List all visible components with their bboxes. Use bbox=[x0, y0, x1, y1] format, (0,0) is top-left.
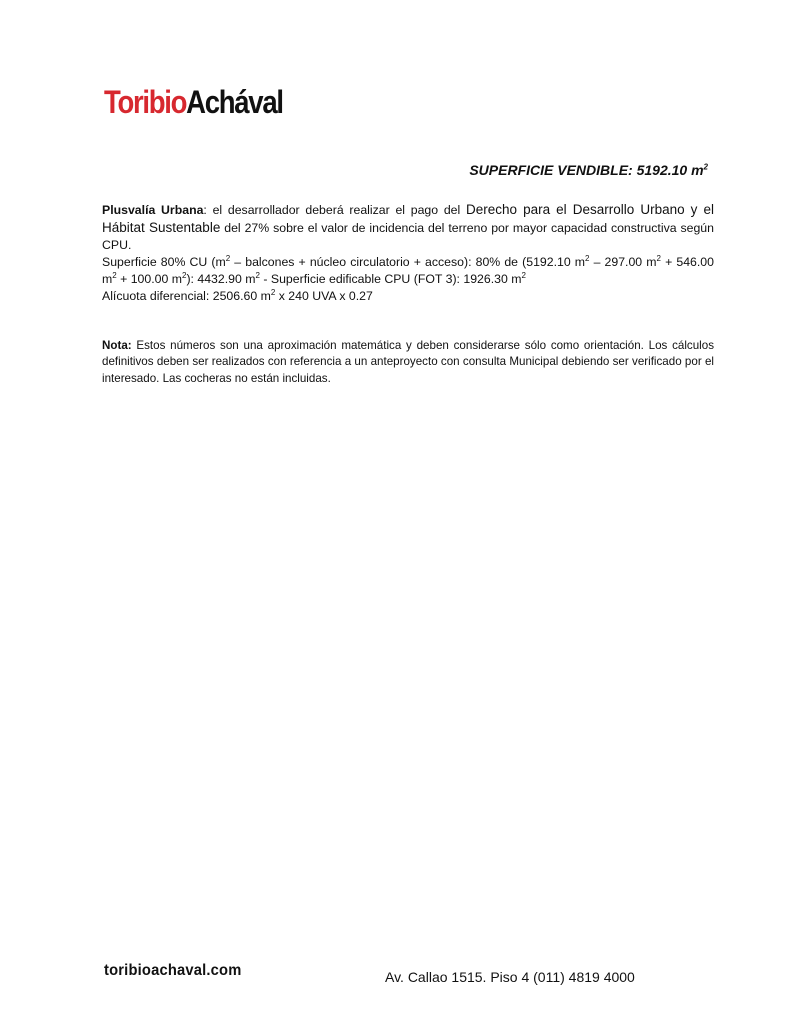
superficie-text-4: + 546.00 m bbox=[102, 255, 714, 286]
superficie-text-5: + 100.00 m bbox=[116, 272, 182, 286]
superficie-text-2: – balcones + núcleo circulatorio + acceso): 80% de (5192.10 m bbox=[230, 255, 586, 269]
note-text: Estos números son una aproximación matemática y deben considerarse sólo como orientación. Los cálculos definitivos deben ser realizados con referencia a un anteproyecto con consulta Municipal debiendo ser verificado por el interesado. Las cocheras no están incluidas. bbox=[102, 338, 714, 385]
superficie-exp-7: 2 bbox=[521, 270, 526, 280]
superficie-text-7: - Superficie edificable CPU (FOT 3): 1926.30 m bbox=[259, 272, 522, 286]
alicuota-text-2: x 240 UVA x 0.27 bbox=[275, 289, 373, 303]
superficie-exp-1: 2 bbox=[225, 253, 231, 263]
plusvalia-colon: : bbox=[203, 203, 213, 217]
company-logo bbox=[104, 84, 283, 121]
alicuota-exp-1: 2 bbox=[270, 287, 276, 297]
calculation-section bbox=[102, 201, 714, 305]
heading-exponent: 2 bbox=[703, 162, 708, 172]
logo-last-name: Achával bbox=[186, 84, 283, 120]
plusvalia-text-3: del 27% sobre el valor de incidencia del terreno por mayor capacidad constructiva según CPU. bbox=[102, 221, 714, 252]
superficie-paragraph bbox=[102, 254, 714, 288]
disclaimer-note bbox=[102, 338, 714, 388]
superficie-exp-3: 2 bbox=[656, 253, 661, 263]
superficie-exp-2: 2 bbox=[585, 253, 590, 263]
logo-first-name: Toribio bbox=[104, 84, 187, 120]
superficie-text-6: ): 4432.90 m bbox=[186, 272, 256, 286]
plusvalia-paragraph bbox=[102, 201, 714, 254]
superficie-exp-5: 2 bbox=[182, 270, 187, 280]
superficie-text-1: Superficie 80% CU (m bbox=[102, 255, 226, 269]
heading-label: SUPERFICIE VENDIBLE: bbox=[469, 162, 637, 178]
heading-value: 5192.10 m bbox=[636, 162, 704, 178]
plusvalia-right-name: Derecho para el Desarrollo Urbano y el Hábitat Sustentable bbox=[102, 202, 714, 235]
footer-address: Av. Callao 1515. Piso 4 (011) 4819 4000 bbox=[385, 969, 635, 985]
note-label: Nota: bbox=[102, 338, 132, 352]
alicuota-paragraph bbox=[102, 288, 714, 305]
plusvalia-label: Plusvalía Urbana bbox=[102, 203, 204, 217]
superficie-text-3: – 297.00 m bbox=[589, 255, 657, 269]
alicuota-text-1: Alícuota diferencial: 2506.60 m bbox=[102, 289, 271, 303]
superficie-exp-6: 2 bbox=[255, 270, 260, 280]
footer-website-link[interactable]: toribioachaval.com bbox=[104, 962, 242, 979]
superficie-exp-4: 2 bbox=[112, 270, 117, 280]
plusvalia-text-1: el desarrollador deberá realizar el pago del bbox=[212, 203, 466, 217]
sellable-surface-heading bbox=[469, 162, 708, 178]
